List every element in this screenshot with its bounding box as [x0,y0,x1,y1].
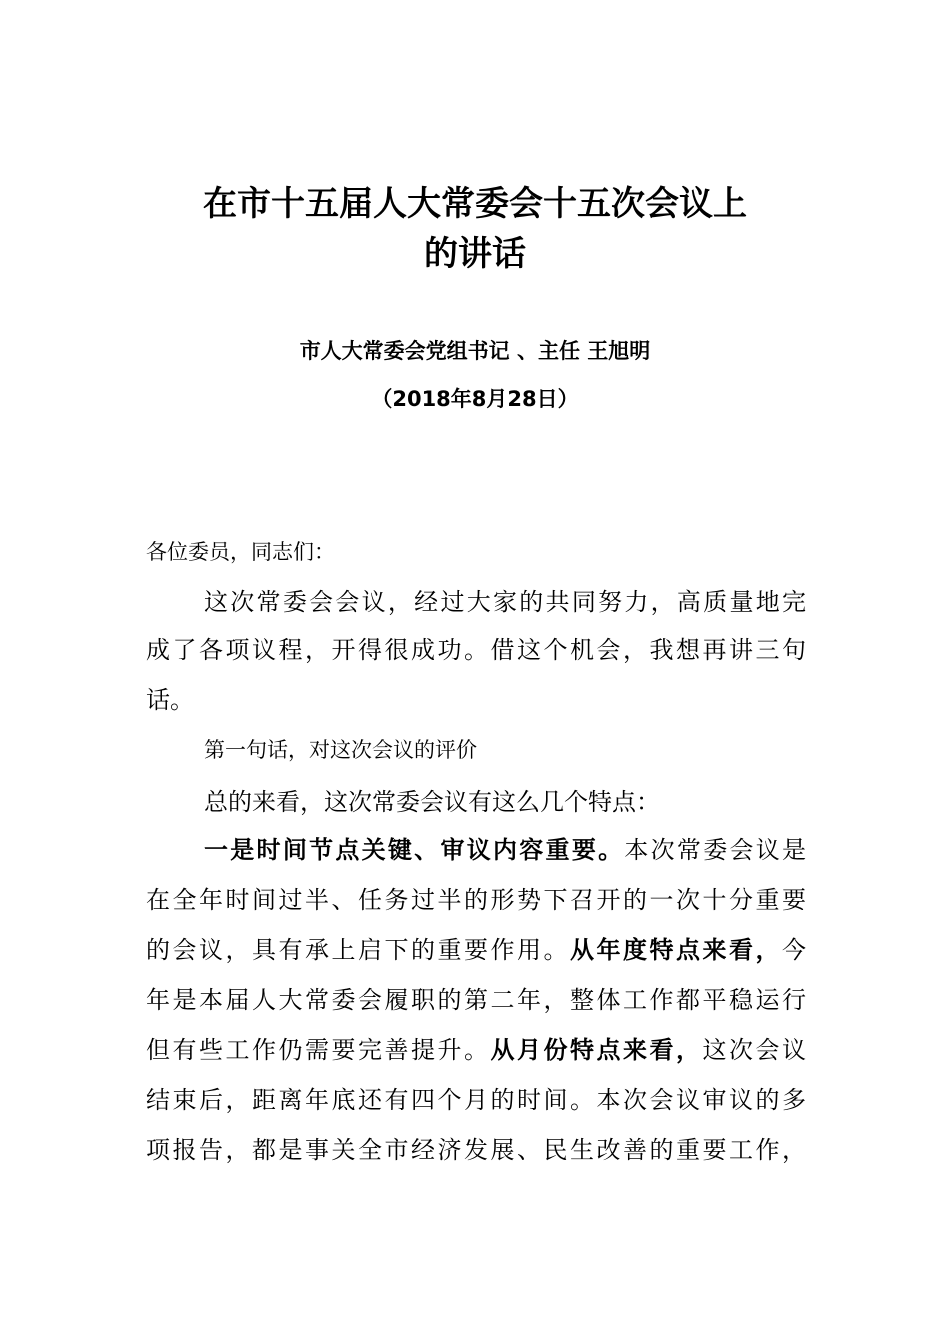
document-title-line-2: 的讲话 [424,234,526,274]
point1-line-5-bold: 从月份特点来看， [490,1035,703,1064]
section-heading: 第一句话，对这次会议的评价 [204,738,477,762]
intro-line-1: 这次常委会会议，经过大家的共同努力，高质量地完 [204,588,806,616]
date-line: （2018年8月28日） [371,387,579,411]
point1-line-3 [146,934,806,966]
point1-line-2: 在全年时间过半、任务过半的形势下召开的一次十分重要 [146,886,806,914]
point1-line-5 [146,1034,806,1066]
intro-line-3: 话。 [146,686,194,714]
point1-line-7: 项报告，都是事关全市经济发展、民生改善的重要工作， [146,1136,806,1164]
document-title-line-1: 在市十五届人大常委会十五次会议上 [203,184,747,224]
point1-lead: 一是时间节点关键、审议内容重要。 [204,835,625,864]
point1-line-3-tail: 今 [782,936,806,964]
point1-line-4: 年是本届人大常委会履职的第二年，整体工作都平稳运行 [146,986,806,1014]
point1-line-1-rest: 本次常委会议是 [624,836,807,864]
salutation: 各位委员，同志们： [146,540,335,564]
summary-line: 总的来看，这次常委会议有这么几个特点： [204,788,660,816]
point1-line-3-bold: 从年度特点来看， [570,935,782,964]
intro-line-2: 成了各项议程，开得很成功。借这个机会，我想再讲三句 [146,636,806,664]
point1-line-5-normal: 但有些工作仍需要完善提升。 [146,1036,491,1064]
author-line: 市人大常委会党组书记 、主任 王旭明 [299,339,651,363]
point1-line-3-normal: 的会议，具有承上启下的重要作用。 [146,936,570,964]
point1-line-5-tail: 这次会议 [702,1036,806,1064]
point1-line-6: 结束后，距离年底还有四个月的时间。本次会议审议的多 [146,1086,806,1114]
point1-line-1 [204,834,806,866]
